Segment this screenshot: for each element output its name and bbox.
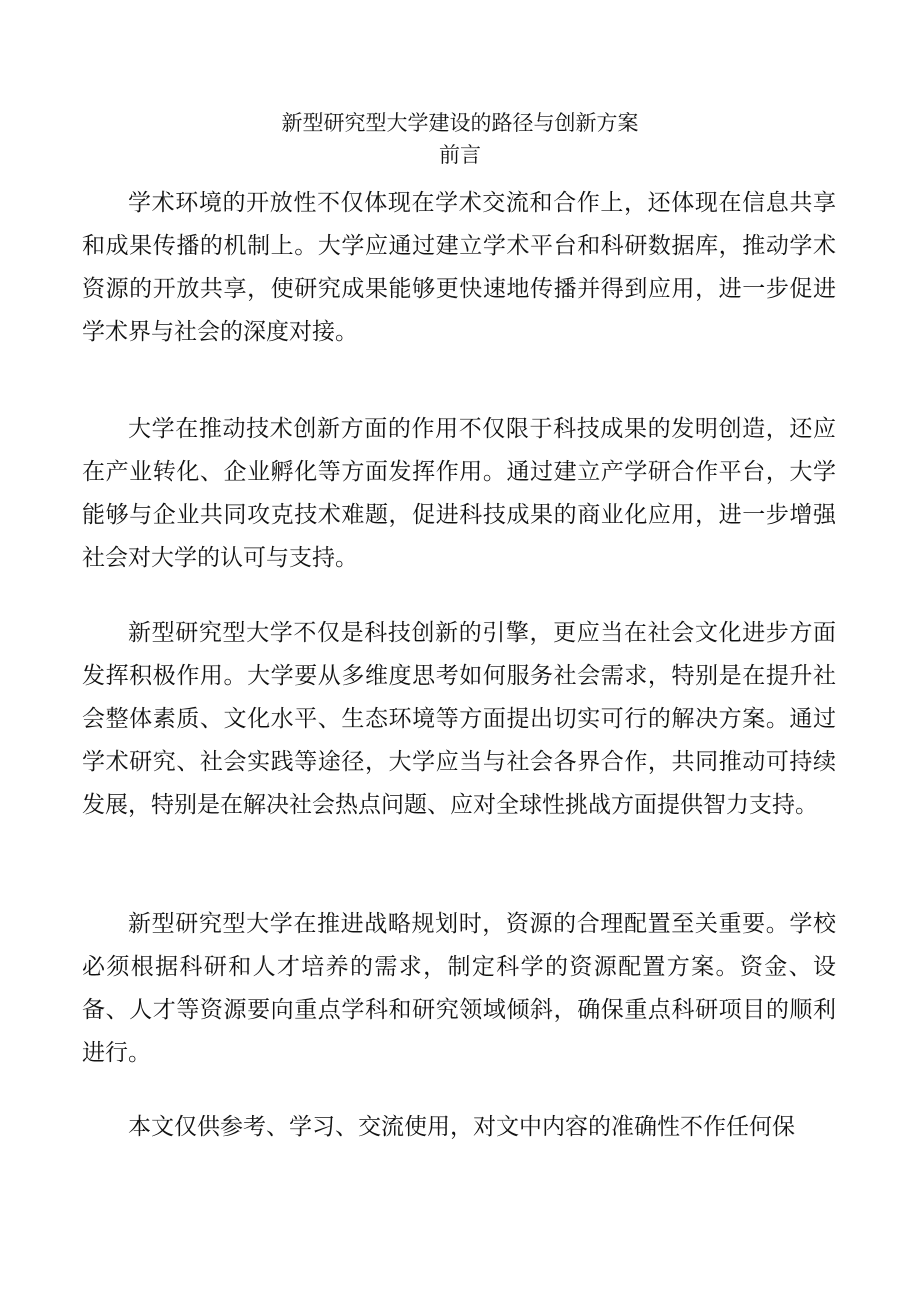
paragraph-2: 大学在推动技术创新方面的作用不仅限于科技成果的发明创造，还应在产业转化、企业孵化等方面发挥作用。通过建立产学研合作平台，大学能够与企业共同攻克技术难题，促进科技成果的商业化应用，进一步增强社会对大学的认可与支持。 xyxy=(82,416,836,571)
paragraph-1: 学术环境的开放性不仅体现在学术交流和合作上，还体现在信息共享和成果传播的机制上。大学应通过建立学术平台和科研数据库，推动学术资源的开放共享，使研究成果能够更快速地传播并得到应用，进一步促进学术界与社会的深度对接。 xyxy=(82,190,836,345)
paragraph-4: 新型研究型大学在推进战略规划时，资源的合理配置至关重要。学校必须根据科研和人才培养的需求，制定科学的资源配置方案。资金、设备、人才等资源要向重点学科和研究领域倾斜，确保重点科研项目的顺利进行。 xyxy=(82,911,836,1066)
document-subtitle: 前言 xyxy=(439,143,481,167)
document-title: 新型研究型大学建设的路径与创新方案 xyxy=(281,111,639,135)
paragraph-5: 本文仅供参考、学习、交流使用，对文中内容的准确性不作任何保 xyxy=(128,1114,795,1140)
paragraph-3: 新型研究型大学不仅是科技创新的引擎，更应当在社会文化进步方面发挥积极作用。大学要从多维度思考如何服务社会需求，特别是在提升社会整体素质、文化水平、生态环境等方面提出切实可行的解决方案。通过学术研究、社会实践等途径，大学应当与社会各界合作，共同推动可持续发展，特别是在解决社会热点问题、应对全球性挑战方面提供智力支持。 xyxy=(82,620,836,818)
